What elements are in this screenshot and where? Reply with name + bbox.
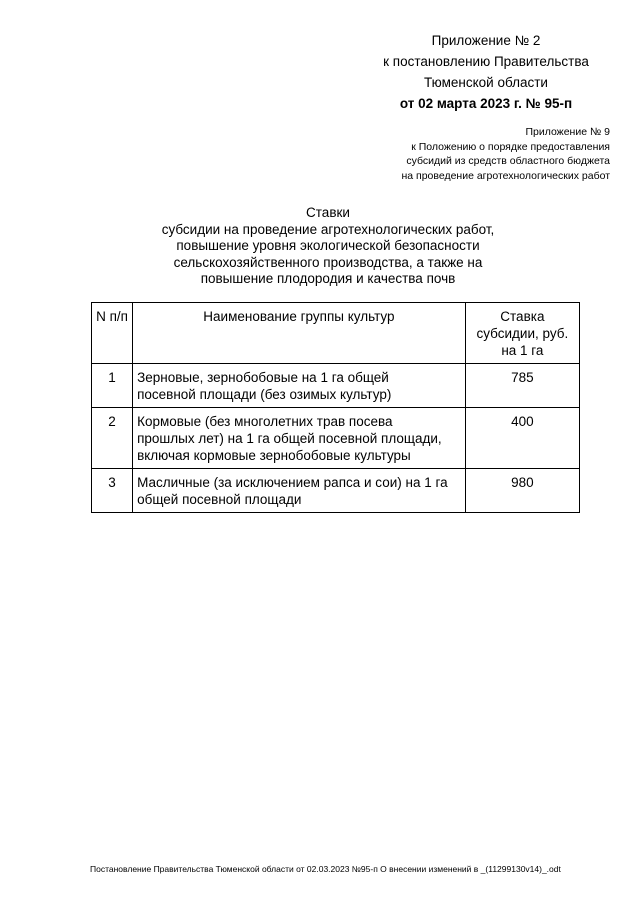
row-num: 3: [92, 469, 133, 513]
row-rate: 785: [465, 364, 579, 408]
appendix-sub-header: [360, 125, 610, 183]
row-crop-group: [133, 364, 466, 408]
sub-appendix-subject: субсидий из средств областного бюджета: [406, 155, 610, 167]
row-crop-group-line: Кормовые (без многолетних трав посева: [137, 414, 393, 429]
title-line-5: повышение плодородия и качества почв: [200, 271, 456, 286]
sub-appendix-reference: к Положению о порядке предоставления: [411, 140, 610, 153]
row-rate: 980: [465, 469, 579, 513]
document-title: [120, 205, 536, 288]
row-num: 2: [92, 408, 133, 469]
header-rate-line-1: Ставка: [500, 309, 545, 324]
row-rate: 400: [465, 408, 579, 469]
row-crop-group: [133, 408, 466, 469]
subsidy-rates-table: [91, 302, 580, 513]
table-header-row: [92, 303, 580, 364]
sub-appendix-number: Приложение № 9: [525, 126, 610, 138]
title-line-1: Ставки: [306, 205, 350, 220]
header-crop-group: Наименование группы культур: [133, 303, 466, 364]
title-line-2: субсидии на проведение агротехнологических работ,: [161, 221, 495, 237]
header-rate: [465, 303, 579, 364]
row-crop-group-line: прошлых лет) на 1 га общей посевной площади,: [137, 431, 442, 446]
appendix-date-number: от 02 марта 2023 г. № 95-п: [399, 96, 573, 111]
table-row: [92, 469, 580, 513]
title-line-4: сельскохозяйственного производства, а также на: [173, 254, 483, 270]
row-num: 1: [92, 364, 133, 408]
document-footer: Постановление Правительства Тюменской области от 02.03.2023 №95-п О внесении изменений в _(11299130v14)_.odt: [90, 864, 561, 874]
appendix-number: Приложение № 2: [431, 33, 541, 48]
appendix-reference: к постановлению Правительства: [383, 54, 589, 69]
header-rate-line-2: субсидии, руб.: [476, 326, 569, 341]
row-crop-group-line: включая кормовые зернобобовые культуры: [137, 448, 411, 463]
row-crop-group-line: Масличные (за исключением рапса и сои) на 1 га: [137, 475, 448, 490]
appendix-region: Тюменской области: [424, 75, 548, 90]
row-crop-group: [133, 469, 466, 513]
title-line-3: повышение уровня экологической безопасности: [176, 238, 480, 253]
sub-appendix-purpose: на проведение агротехнологических работ: [401, 169, 610, 182]
appendix-main-header: [360, 30, 612, 114]
header-num: N п/п: [92, 303, 133, 364]
row-crop-group-line: посевной площади (без озимых культур): [137, 387, 392, 402]
header-rate-line-3: на 1 га: [501, 343, 544, 358]
row-crop-group-line: общей посевной площади: [137, 492, 302, 507]
row-crop-group-line: Зерновые, зернобобовые на 1 га общей: [137, 370, 389, 385]
table-row: [92, 408, 580, 469]
table-row: [92, 364, 580, 408]
